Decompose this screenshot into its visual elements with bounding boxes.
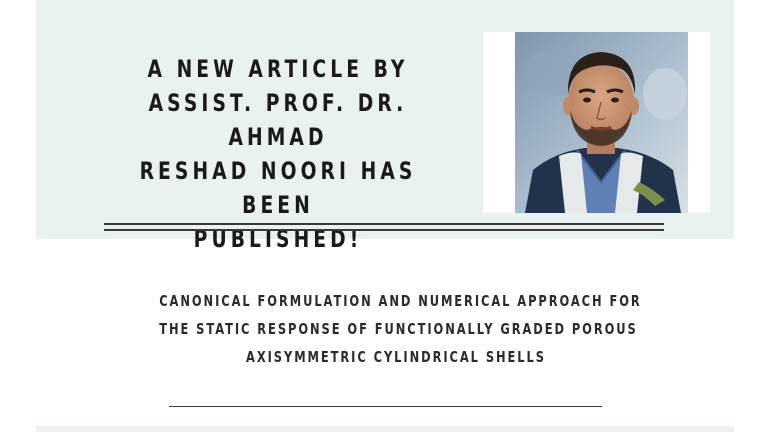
headline-line: ASSIST. PROF. DR. AHMAD [148, 89, 408, 151]
bottom-divider [169, 406, 602, 407]
headline-line: A NEW ARTICLE BY [147, 55, 409, 83]
double-divider [104, 223, 664, 231]
headline-line: PUBLISHED! [193, 225, 363, 253]
article-title-line: AXISYMMETRIC CYLINDRICAL SHELLS [246, 348, 546, 366]
headline-line: RESHAD NOORI HAS BEEN [139, 157, 417, 219]
article-title [159, 287, 642, 371]
footer-band [36, 426, 734, 432]
article-title-line: CANONICAL FORMULATION AND NUMERICAL APPROACH FOR [159, 292, 642, 310]
article-title-line: THE STATIC RESPONSE OF FUNCTIONALLY GRADED POROUS [159, 320, 638, 338]
author-portrait [515, 32, 688, 213]
